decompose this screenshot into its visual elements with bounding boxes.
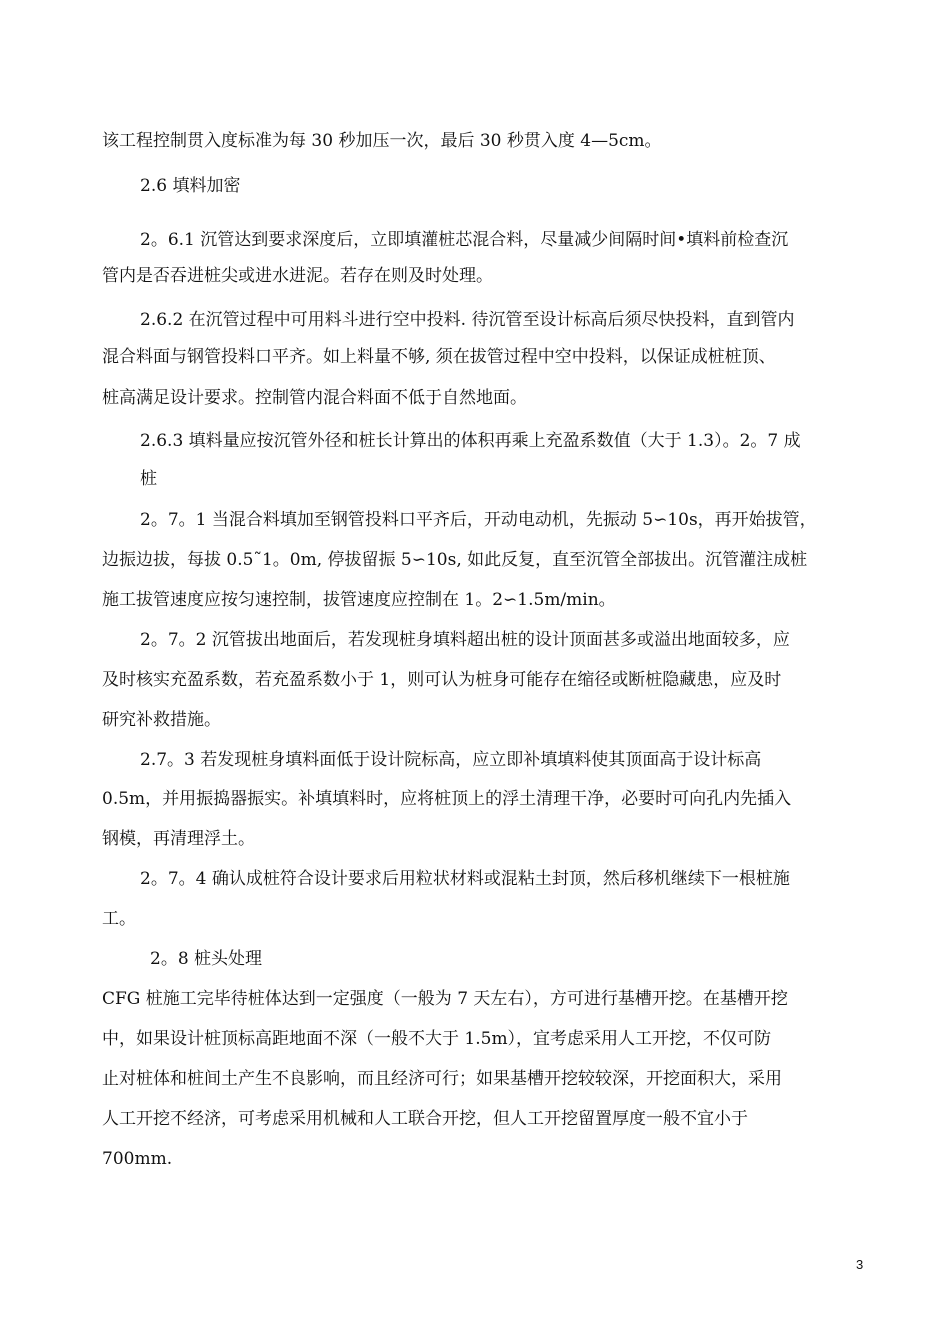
section-heading: 2。8 桩头处理 bbox=[150, 949, 263, 969]
text-line: 边振边拔，每拔 0.5˜1。0m, 停拔留振 5∽10s, 如此反复，直至沉管全部拔出。沉管灌注成桩 bbox=[102, 550, 808, 570]
text-line: 及时核实充盈系数，若充盈系数小于 1，则可认为桩身可能存在缩径或断桩隐藏患，应及时 bbox=[102, 670, 782, 690]
text-line: 2.6.3 填料量应按沉管外径和桩长计算出的体积再乘上充盈系数值（大于 1.3）。2。7 成 bbox=[140, 431, 801, 451]
text-line: 2。7。2 沉管拔出地面后，若发现桩身填料超出桩的设计顶面甚多或溢出地面较多，应 bbox=[140, 630, 790, 650]
text-line: 人工开挖不经济，可考虑采用机械和人工联合开挖，但人工开挖留置厚度一般不宜小于 bbox=[102, 1109, 748, 1129]
text-line: 钢模，再清理浮土。 bbox=[102, 829, 255, 849]
text-line: 工。 bbox=[102, 909, 136, 929]
text-line: 止对桩体和桩间土产生不良影响，而且经济可行；如果基槽开挖较较深，开挖面积大，采用 bbox=[102, 1069, 782, 1089]
text-line: 研究补救措施。 bbox=[102, 710, 221, 730]
text-line: 混合料面与钢管投料口平齐。如上料量不够, 须在拔管过程中空中投料，以保证成桩桩顶、 bbox=[102, 347, 776, 367]
page-number: 3 bbox=[856, 1257, 864, 1272]
text-line: 施工拔管速度应按匀速控制，拔管速度应控制在 1。2∽1.5m/min。 bbox=[102, 590, 616, 610]
text-line: 2。7。4 确认成桩符合设计要求后用粒状材料或混粘土封顶，然后移机继续下一根桩施 bbox=[140, 869, 790, 889]
text-line: 2。7。1 当混合料填加至钢管投料口平齐后，开动电动机，先振动 5∽10s，再开始拔管， bbox=[140, 510, 817, 530]
text-line: 管内是否吞进桩尖或进水进泥。若存在则及时处理。 bbox=[102, 266, 493, 286]
text-line: 桩高满足设计要求。控制管内混合料面不低于自然地面。 bbox=[102, 388, 527, 408]
text-line: 2。6.1 沉管达到要求深度后，立即填灌桩芯混合料，尽量减少间隔时间•填料前检查沉 bbox=[140, 230, 789, 250]
text-line: 该工程控制贯入度标准为每 30 秒加压一次，最后 30 秒贯入度 4—5cm。 bbox=[102, 131, 662, 151]
text-line: 0.5m，并用振捣器振实。补填填料时，应将桩顶上的浮土清理干净，必要时可向孔内先插入 bbox=[102, 789, 792, 809]
text-line: 桩 bbox=[140, 469, 157, 489]
text-line: 700mm. bbox=[102, 1149, 173, 1169]
text-line: CFG 桩施工完毕待桩体达到一定强度（一般为 7 天左右），方可进行基槽开挖。在基槽开挖 bbox=[102, 989, 788, 1009]
text-line: 2.7。3 若发现桩身填料面低于设计院标高，应立即补填填料使其顶面高于设计标高 bbox=[140, 750, 762, 770]
text-line: 2.6.2 在沉管过程中可用料斗进行空中投料. 待沉管至设计标高后须尽快投料，直到管内 bbox=[140, 310, 795, 330]
text-line: 中，如果设计桩顶标高距地面不深（一般不大于 1.5m），宜考虑采用人工开挖，不仅可防 bbox=[102, 1029, 772, 1049]
section-heading: 2.6 填料加密 bbox=[140, 176, 241, 196]
